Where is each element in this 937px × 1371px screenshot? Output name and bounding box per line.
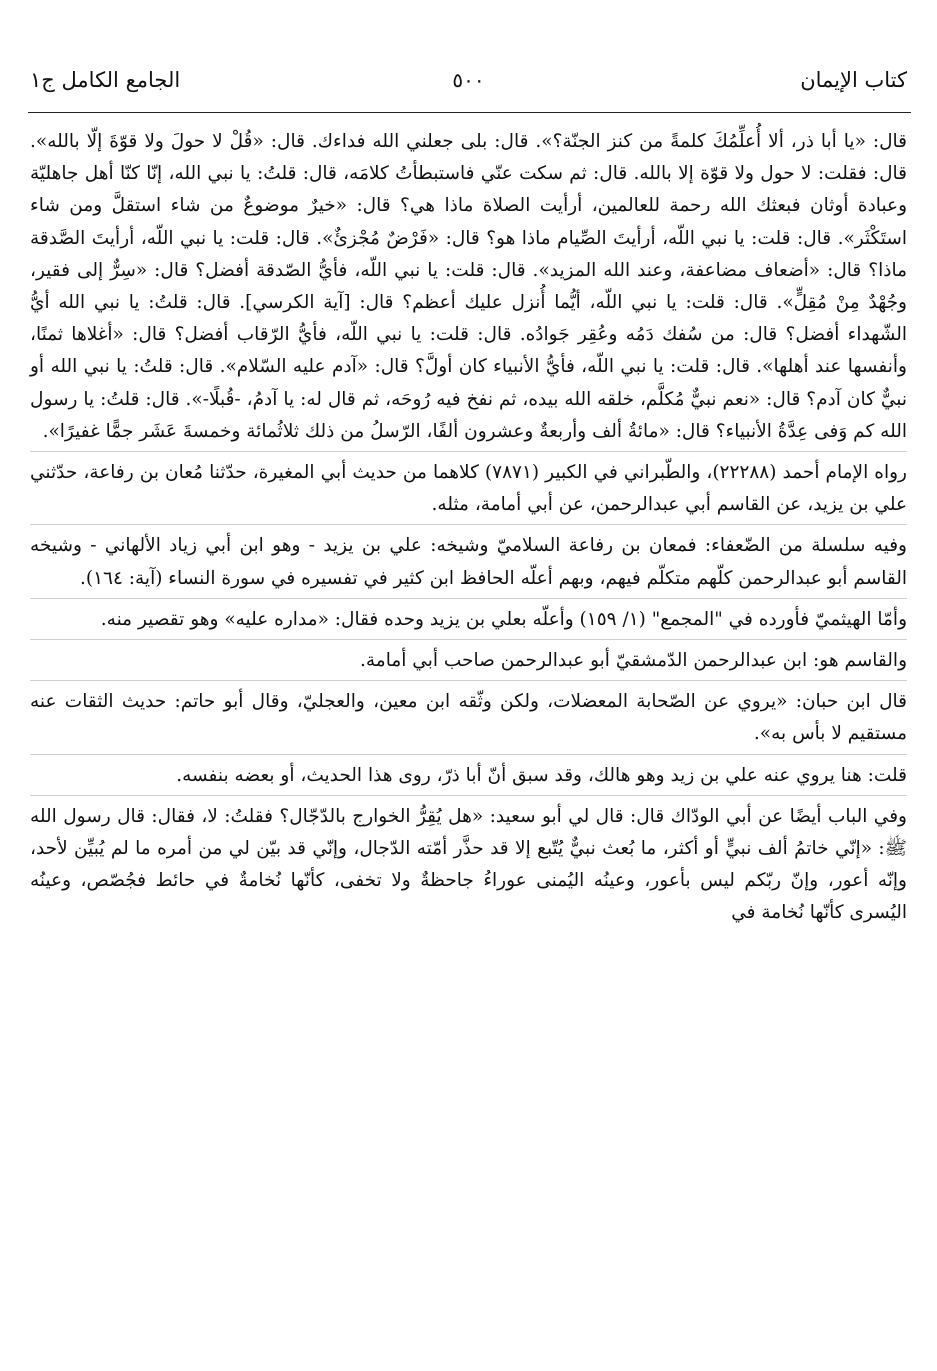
paragraph-divider [30,680,907,681]
ibn-hibban-paragraph: قال ابن حبان: «يروي عن الصّحابة المعضلات، ولكن وثّقه ابن معين، والعجليّ، وقال أبو حاتم: حديث الثقات عنه مستقيم لا بأس به». [30,691,907,745]
page-body [30,126,907,930]
hadith-text-paragraph: قال: «يا أبا ذر، ألا أُعلِّمُكَ كلمةً من كنز الجنّة؟». قال: بلى جعلني الله فداءك. قال: «قُلْ لا حولَ ولا قوّةَ إلّا بالله». قال: فقلت: لا حول ولا قوّة إلا بالله. قال: ثم سكت عنّي فاستبطأتُ كلامَه، قال: قلتُ: يا نبي الله، إنّا كنّا أهل جاهليّة وعبادة أوثان فبعثك الله رحمة للعالمين، أرأيت الصلاة ماذا هي؟ قال: «خيرٌ موضوعٌ من شاء استقلَّ ومن شاء استَكْثَر». قال: قلت: يا نبي اللّه، أرأيتَ الصِّيام ماذا هو؟ قال: «فَرْضٌ مُجْزئٌ». قال: قلت: يا نبي اللّه، أرأيتَ الصَّدقة ماذا؟ قال: «أضعاف مضاعفة، وعند الله المزيد». قال: قلت: يا نبي اللّه، فأيُّ الصّدقة أفضل؟ قال: «سِرٌّ إلى فقير، وجُهْدٌ مِنْ مُقِلٍّ». قال: قلت: يا نبي اللّه، أيُّما أُنزل عليك أعظم؟ قال: [آية الكرسي]. قال: قلتُ: يا نبي الله أيُّ الشّهداء أفضل؟ قال: من سُفك دَمُه وعُقِر جَوادُه. قال: قلت: يا نبي اللّه، فأيُّ الرّقاب أفضل؟ قال: «أغلاها ثمنًا، وأنفسها عند أهلها». قال: قلت: يا نبي اللّه، فأيُّ الأنبياء كان أولَّ؟ قال: «آدم عليه السّلام». قال: قلتُ: يا نبي الله أو نبيٌّ كان آدم؟ قال: «نعم نبيٌّ مُكلَّم، خلقه الله بيده، ثم نفخ فيه رُوحَه، ثم قال له: يا آدمُ، -قُبلًا-». قال: قلتُ: يا رسول الله كم وَفى عِدَّةُ الأنبياء؟ قال: «مائةُ ألف وأربعةٌ وعشرون ألفًا، الرّسلُ من ذلك ثلاثُمائة وخمسةَ عَشَر جمًّا غفيرًا». [30,131,907,442]
book-title: الجامع الكامل ج١ [30,68,181,92]
header-rule [28,112,911,113]
paragraph-divider [30,451,907,452]
page-header [30,58,907,102]
abu-alwaddak-paragraph: وفي الباب أيضًا عن أبي الودّاك قال: قال لي أبو سعيد: «هل يُقِرُّ الخوارج بالدّجّال؟ فقلتُ: لا، فقال: قال رسول الله ﷺ: «إنّي خاتمُ ألف نبيٍّ أو أكثر، ما بُعث نبيٌّ يُتّبع إلا قد حذَّر أمّته الدّجال، وإنّي قد بيّن لي من أمره ما لم يُبيِّن لأحد، وإنّه أعور، وإنّ ربّكم ليس بأعور، وعينُه اليُمنى عوراءُ جاحظةٌ ولا تخفى، كأنّها نُخامةٌ في حائط فجُصّص، وعينُه اليُسرى كأنّها نُخامة في [30,805,907,924]
author-note-paragraph: قلت: هنا يروي عنه علي بن زيد وهو هالك، وقد سبق أنّ أبا ذرّ، روى هذا الحديث، أو بعضه بنفسه. [176,764,907,786]
paragraph-divider [30,598,907,599]
haythami-paragraph: وأمّا الهيثميّ فأورده في "المجمع" (١/ ١٥٩) وأعلّه بعلي بن يزيد وحده فقال: «مداره عليه» وهو تقصير منه. [100,608,907,630]
narration-source-paragraph: رواه الإمام أحمد (٢٢٢٨٨)، والطّبراني في الكبير (٧٨٧١) كلاهما من حديث أبي المغيرة، حدّثنا مُعان بن رفاعة، حدّثني علي بن يزيد، عن القاسم أبي عبدالرحمن، عن أبي أمامة، مثله. [30,462,907,516]
paragraph-divider [30,639,907,640]
chain-weakness-paragraph: وفيه سلسلة من الضّعفاء: فمعان بن رفاعة السلاميّ وشيخه: علي بن يزيد - وهو ابن أبي زياد الألهاني - وشيخه القاسم أبو عبدالرحمن كلّهم متكلّم فيهم، وبهم أعلّه الحافظ ابن كثير في تفسيره في سورة النساء (آية: ١٦٤). [30,535,907,589]
page-number: ٥٠٠ [452,68,485,92]
paragraph-divider [30,524,907,525]
book-chapter-title: كتاب الإيمان [800,68,907,92]
paragraph-divider [30,754,907,755]
paragraph-divider [30,795,907,796]
qasim-identity-paragraph: والقاسم هو: ابن عبدالرحمن الدّمشقيّ أبو عبدالرحمن صاحب أبي أمامة. [360,650,907,672]
